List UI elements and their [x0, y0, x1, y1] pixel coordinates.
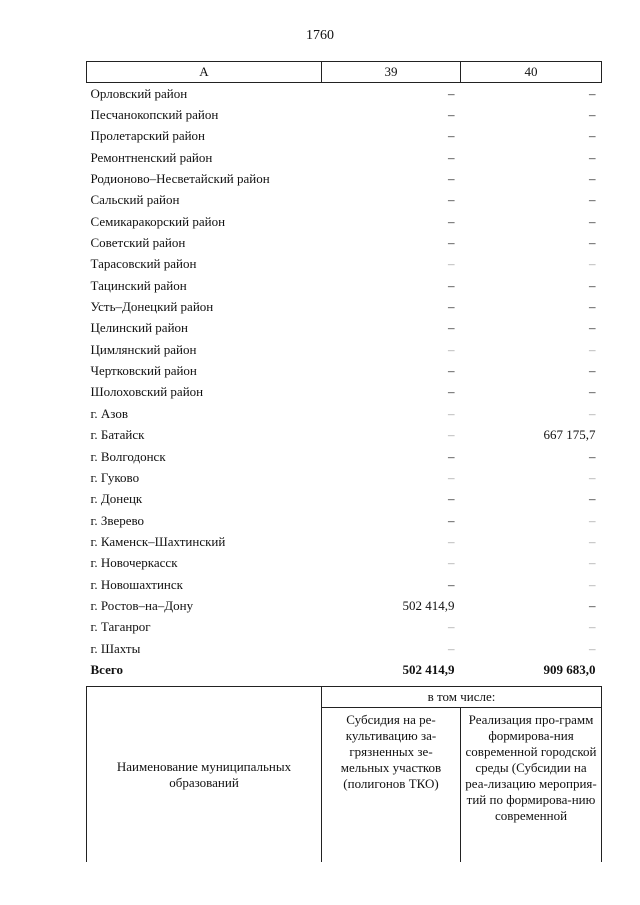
table-row [87, 382, 602, 403]
table-row [87, 126, 602, 147]
table-row [87, 574, 602, 595]
row-value-39: – [448, 213, 455, 229]
row-name: Чертковский район [90, 363, 197, 379]
row-name: Сальский район [90, 192, 180, 208]
row-value-40: – [589, 555, 596, 571]
total-value-39: 502 414,9 [402, 661, 455, 677]
row-value-40: – [589, 533, 596, 549]
row-value-40: – [589, 384, 596, 400]
row-value-40: – [589, 597, 596, 613]
row-name: Тацинский район [90, 277, 187, 293]
row-value-39: – [448, 341, 455, 357]
row-name: г. Донецк [90, 491, 143, 507]
including-header: в том числе: [322, 687, 602, 708]
row-value-39: – [448, 533, 455, 549]
row-value-40: – [589, 299, 596, 315]
row-value-39: – [448, 619, 455, 635]
row-name: г. Шахты [90, 640, 141, 656]
total-label: Всего [90, 661, 123, 677]
row-value-40: – [589, 213, 596, 229]
row-value-39: – [448, 171, 455, 187]
row-value-39: – [448, 256, 455, 272]
urban-environment-program-header: Реализация про-грамм формирова-ния современной городской среды (Субсидии на реа-лизацию мероприя-тий по формирова-нию современной [461, 708, 602, 863]
row-name: г. Таганрог [90, 619, 151, 635]
table-row [87, 147, 602, 168]
table-row [87, 638, 602, 659]
row-value-39: – [448, 192, 455, 208]
column-header-39: 39 [322, 62, 461, 83]
row-name: Пролетарский район [90, 128, 206, 144]
row-value-39: – [448, 128, 455, 144]
row-value-39: – [448, 107, 455, 123]
row-value-40: – [589, 405, 596, 421]
row-name: г. Новошахтинск [90, 576, 183, 592]
repeated-header-table [86, 686, 602, 862]
row-value-40: – [589, 469, 596, 485]
row-value-40: – [589, 235, 596, 251]
table-row [87, 531, 602, 552]
row-value-39: 502 414,9 [402, 597, 455, 613]
subsidy-reclamation-header: Субсидия на ре-культивацию за-грязненных зе-мельных участков (полигонов ТКО) [322, 708, 461, 863]
table-row [87, 360, 602, 381]
row-value-40: – [589, 512, 596, 528]
row-name: Песчанокопский район [90, 107, 219, 123]
row-value-39: – [448, 491, 455, 507]
row-name: Целинский район [90, 320, 188, 336]
row-name: Родионово–Несветайский район [90, 171, 270, 187]
row-value-39: – [448, 576, 455, 592]
table-row [87, 104, 602, 125]
row-name: г. Ростов–на–Дону [90, 597, 194, 613]
table-row [87, 617, 602, 638]
table-row [87, 339, 602, 360]
column-header-a: А [87, 62, 322, 83]
row-value-40: – [589, 640, 596, 656]
row-value-39: – [448, 512, 455, 528]
row-value-40: – [589, 256, 596, 272]
row-value-39: – [448, 640, 455, 656]
row-value-40: – [589, 576, 596, 592]
row-value-40: – [589, 363, 596, 379]
row-name: Цимлянский район [90, 341, 197, 357]
row-value-39: – [448, 405, 455, 421]
table-row [87, 595, 602, 616]
row-value-39: – [448, 85, 455, 101]
row-name: г. Азов [90, 405, 128, 421]
row-value-40: – [589, 128, 596, 144]
table-row [87, 510, 602, 531]
row-name: г. Волгодонск [90, 448, 166, 464]
row-name: г. Новочеркасск [90, 555, 178, 571]
table-row [87, 467, 602, 488]
row-name: Тарасовский район [90, 256, 197, 272]
table-row [87, 489, 602, 510]
total-value-40: 909 683,0 [543, 661, 596, 677]
table-row [87, 232, 602, 253]
table-row [87, 446, 602, 467]
row-value-39: – [448, 448, 455, 464]
row-value-39: – [448, 555, 455, 571]
row-name: г. Зверево [90, 512, 145, 528]
row-value-40: – [589, 192, 596, 208]
row-value-40: 667 175,7 [543, 427, 596, 443]
row-value-40: – [589, 171, 596, 187]
municipality-name-header: Наименование муниципальных образований [87, 687, 322, 863]
table-row [87, 211, 602, 232]
row-name: Ремонтненский район [90, 149, 213, 165]
column-header-row [87, 62, 602, 83]
row-value-39: – [448, 384, 455, 400]
row-name: Усть–Донецкий район [90, 299, 214, 315]
row-value-40: – [589, 619, 596, 635]
table-row [87, 318, 602, 339]
row-value-40: – [589, 491, 596, 507]
table-row [87, 254, 602, 275]
row-value-40: – [589, 448, 596, 464]
row-value-40: – [589, 107, 596, 123]
table-row [87, 425, 602, 446]
row-value-40: – [589, 341, 596, 357]
table-row [87, 403, 602, 424]
data-table [86, 61, 602, 681]
row-name: г. Батайск [90, 427, 145, 443]
row-name: Шолоховский район [90, 384, 204, 400]
row-name: Советский район [90, 235, 186, 251]
row-name: г. Гуково [90, 469, 140, 485]
row-value-39: – [448, 427, 455, 443]
row-value-39: – [448, 299, 455, 315]
row-value-39: – [448, 363, 455, 379]
row-name: г. Каменск–Шахтинский [90, 533, 226, 549]
table-body [87, 83, 602, 681]
row-value-40: – [589, 277, 596, 293]
table-row [87, 296, 602, 317]
page-number: 1760 [306, 28, 334, 43]
total-row [87, 659, 602, 680]
table-row [87, 83, 602, 105]
table-row [87, 190, 602, 211]
row-value-40: – [589, 85, 596, 101]
row-name: Орловский район [90, 85, 188, 101]
table-row [87, 168, 602, 189]
row-value-40: – [589, 149, 596, 165]
row-value-39: – [448, 149, 455, 165]
table-row [87, 553, 602, 574]
row-name: Семикаракорский район [90, 213, 226, 229]
row-value-39: – [448, 277, 455, 293]
row-value-39: – [448, 320, 455, 336]
row-value-39: – [448, 235, 455, 251]
row-value-39: – [448, 469, 455, 485]
table-row [87, 275, 602, 296]
column-header-40: 40 [461, 62, 602, 83]
row-value-40: – [589, 320, 596, 336]
